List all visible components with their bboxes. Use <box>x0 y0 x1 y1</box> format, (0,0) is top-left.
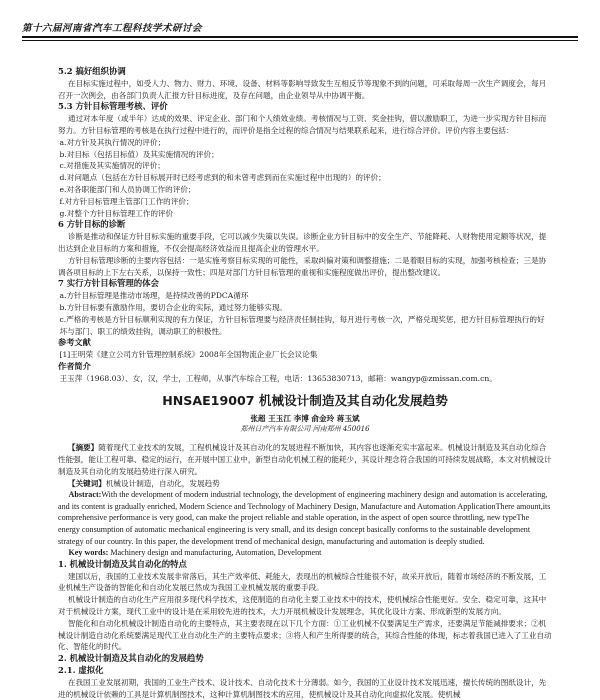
paragraph: 机械设计制造的自动化生产应用很多现代科学技术，这使制造的自动化主要工业技术中的技术，使机械综合性能更好。安全、稳定可靠，这其中对于机械设计方案，现代工业中的设计是在采用较先进的技术，大力开展机械设计发展理念，其优化设计方案、形成新型的发展方向。 <box>58 595 547 617</box>
author-bio-heading: 作者简介 <box>58 360 91 371</box>
list-item: c.对措施及其实施情况的评价； <box>59 161 165 171</box>
paragraph: 诊断是推动和保证方针目标实施的重要手段，它可以减少失策以失误。诊断企业方针目标中的安全生产、节能降耗、人财物使用定额等状况，提出达到企业目标的方案和措施，不仅会提高经济效益而且提高企业的管理水平。 <box>58 232 547 253</box>
list-item: c.严格的考核是方针目标顺利实现的有力保证，方针目标管理要与经济责任制挂钩，每月进行考核一次，严格兑现奖惩，把方针目标管理执行的好坏与部门、职工的绩效挂钩，调动职工的积极性。 <box>59 314 545 336</box>
section-heading: 2. 机械设计制造及其自动化的发展趋势 <box>58 653 204 664</box>
header-rule-thin <box>22 40 578 41</box>
section-heading: 7 实行方针目标管理的体会 <box>58 278 159 289</box>
abstract-en-text: With the development of modern industrial technology, the development of engineering machinery design and automation is accelerating, and its content is gradually enriched, Modern Science and Technology of Machinery Design, Manufacture and Automation ApplicationThere amount,its comprehensive performance is very good, can make the project reliable and stable operation, in the aspect of open source throttling, new typeThe energy consumption of automatic mechanical engineering is very small, and its design concept basically conforms to the sustainable development strategy of our country. In this paper, the development trend of mechanical design, manufacturing and automation is deeply studied. <box>58 490 551 546</box>
abstract-cn <box>58 442 552 477</box>
list-item: e.对各职能部门和人员协调工作的评价； <box>59 184 196 194</box>
list-item: a.方针目标管理是推动市场理，是持续改善的PDCA循环 <box>59 291 249 301</box>
running-header: 第十六届河南省汽车工程科技学术研讨会 <box>22 23 203 34</box>
paragraph: 智能化和自动化机械设计制造自动化的主要特点，其主要表现在以下几个方面：①工业机械不仅要满足生产需求，还要满足节能减排要求；②机械设计制造自动化系统要满足现代工业自动化生产的主要特点要求；③将人和产生所得要的统合，其综合性能的体现，标志着我国已进入了工业自动化、智能化的时代。 <box>58 618 552 652</box>
article-title: HNSAE19007 机械设计制造及其自动化发展趋势 <box>162 392 448 408</box>
keywords-en-text: Machinery design and manufacturing, Automation, Development <box>110 548 322 558</box>
paragraph: 在目标实施过程中，如受人力、物力、财力、环境、设备、材料等影响导致发生互相反节等现象不到的问题，可采取每周一次生产调度会，每月召开一次例会，由各部门负责人汇报方针目标进度，及存在问题，由企业领导从中协调平衡。 <box>58 78 547 100</box>
section-heading: 5.3 方针目标管理考核、评价 <box>58 101 168 112</box>
list-item: b.对目标（包括目标值）及其实施情况的评价； <box>59 149 219 159</box>
list-item: a.对方针及其执行情况的评价； <box>59 137 166 147</box>
abstract-cn-text: 随着现代工业技术的发展，工程机械设计及其自动化的发展进程不断加快，其内容也逐渐充实丰富起来。机械设计制造及其自动化综合性能强，能让工程可靠、稳定的运行，在开展中国工业中，新型自动化机械工程的能耗少，其设计理念符合我国的可持续发展战略，本文对机械设计制造及其自动化的发展趋势进行深入研究。 <box>58 443 552 476</box>
abstract-en <box>58 489 552 547</box>
author-bio: 王玉萍（1968.03）、女，汉，学士，工程师，从事汽车综合工程，电话：13653830713，邮箱：wangyp@zmissan.com.cn。 <box>59 373 497 383</box>
paragraph: 通过对本年度（或半年）达成的效果、评定企业、部门和个人绩效业绩。考核情况与工资、奖金挂钩，借以激励职工，为进一步实现方针目标而努力。方针目标管理的考核是在执行过程中进行的，而评价是指全过程的综合情况与结果联系起来，进行综合评价。评价内容主要包括： <box>58 114 547 135</box>
keywords-cn-text: 机械设计制造，自动化，发展趋势 <box>105 478 220 488</box>
keywords-en-label: Key words: <box>68 548 109 558</box>
list-item: b.方针目标要有激励作用，要切合企业的实际，通过努力能够实现。 <box>59 302 288 312</box>
list-item: f.对方针目标管理主管部门工作的评价； <box>59 196 194 206</box>
header-rule-thick <box>22 36 578 38</box>
references-heading: 参考文献 <box>58 337 91 348</box>
keywords-cn-label: 【关键词】 <box>67 478 106 488</box>
abstract-cn-label: 【摘要】 <box>67 443 99 453</box>
paragraph: 方针目标管理诊断的主要内容包括：一是实施考察目标实现的可能性，采取纠偏对策和调整措施；二是着眼目标的实现，加强考核检查；三是协调各项目标的上下左右关系，以保持一致性；四是对部门方针目标管理的重视和实施程度做出评价，提出整改建议。 <box>58 255 547 277</box>
paragraph: 在我国工业发展初期，我国的工业生产技术、设计技术、自动化技术十分薄弱。如今，我国的工业设计技术发展迅速，擅长传统的图纸设计，先进的机械设计依赖的工具是计算机制图技术，这种计算机制图技术的应用，使机械设计及其自动化向虚拟化发展。使机械 <box>58 677 547 699</box>
keywords-cn <box>58 478 552 490</box>
list-item: d.对问题点（包括在方针目标展开时已经考虑到的和未曾考虑到而在实施过程中出现的）的评价； <box>59 173 386 183</box>
reference-item: [1]王明荣《建立公司方针管理控制系统》2008年全国物流企业厂长会议论集 <box>59 350 318 360</box>
keywords-en <box>58 547 552 559</box>
section-heading: 6 方针目标的诊断 <box>58 219 126 230</box>
section-heading: 2.1. 虚拟化 <box>58 665 104 676</box>
list-item: g.对整个方针目标管理工作的评价 <box>59 208 174 218</box>
paragraph: 建国以后，我国的工业技术发展非常落后，其生产效率低、耗能大，表现出的机械综合性能很不好，故采开放后，随着市场经济的不断发展，工业机械生产设备的智能化和自动化发展已然成为我国工业机械发展的重要手段。 <box>58 571 547 593</box>
article-authors: 张超 王玉江 李博 俞金玲 蒋玉斌 <box>250 413 360 423</box>
section-heading: 5.2 搞好组织协调 <box>58 66 126 76</box>
article-affiliation: 郑州日产汽车有限公司 河南郑州 450016 <box>240 425 370 434</box>
section-heading: 1. 机械设计制造及其自动化的特点 <box>58 558 187 569</box>
abstract-en-label: Abstract: <box>68 490 102 500</box>
page-body <box>58 66 552 699</box>
